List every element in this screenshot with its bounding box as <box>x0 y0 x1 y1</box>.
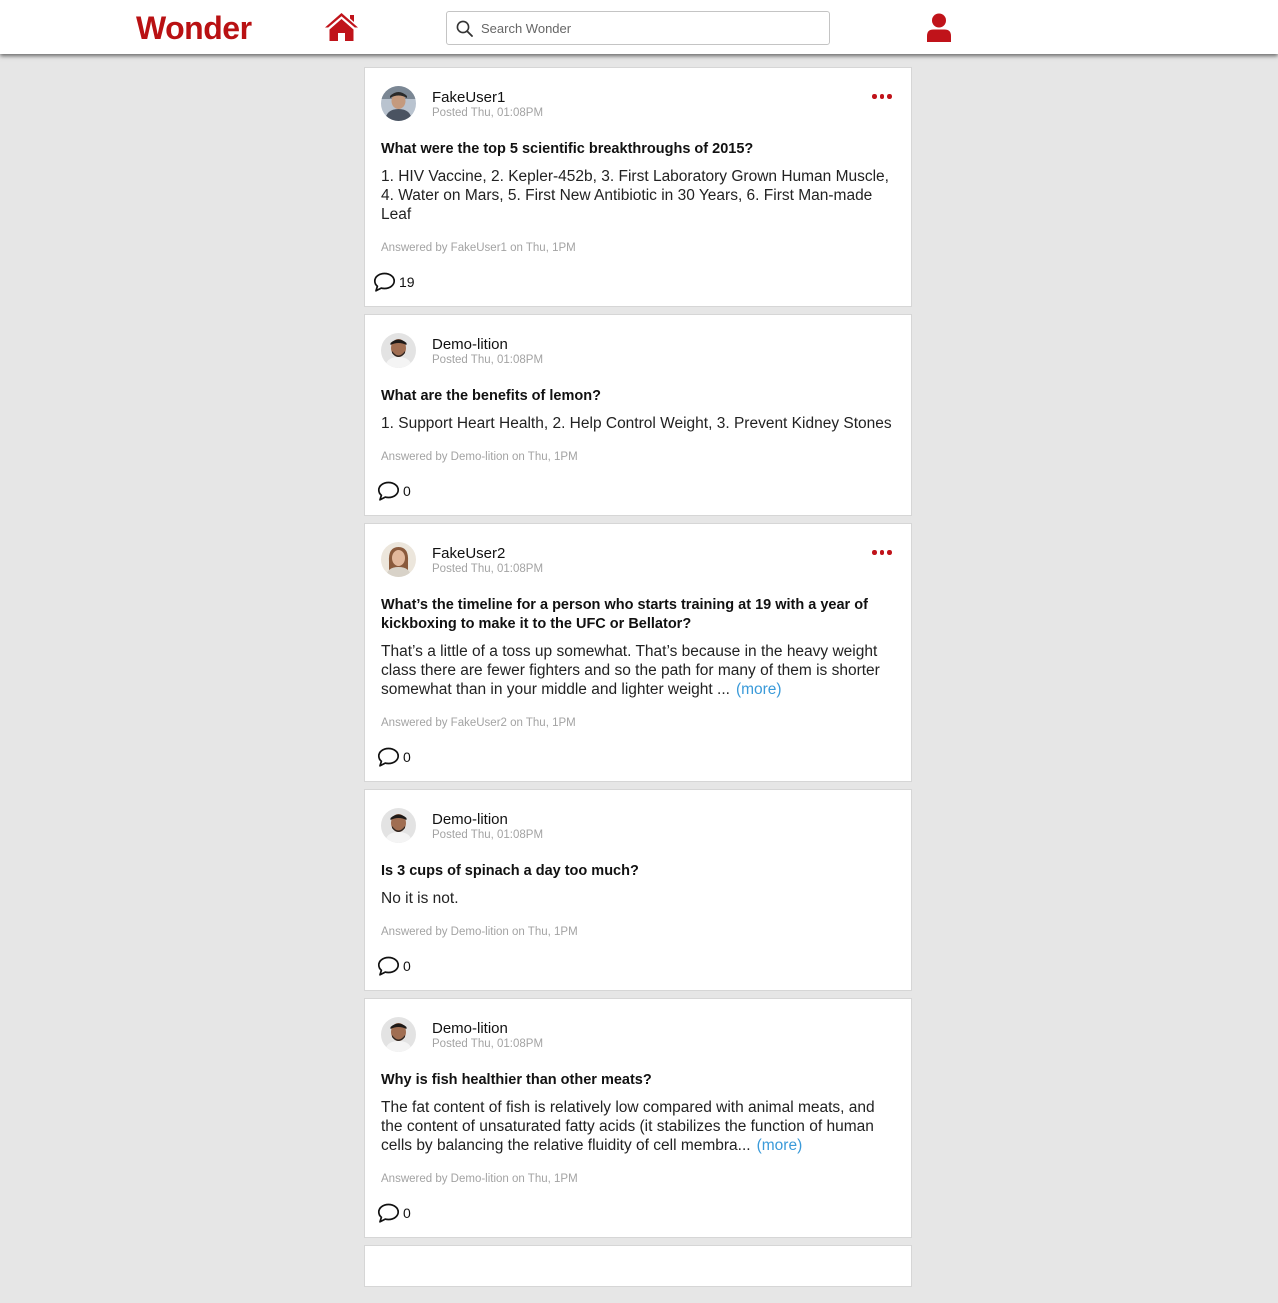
question-title[interactable]: What are the benefits of lemon? <box>381 388 601 404</box>
comment-count: 19 <box>399 274 415 290</box>
post-card <box>364 998 912 1238</box>
question-feed <box>364 67 912 1294</box>
answer-text <box>381 167 895 224</box>
post-timestamp: Posted Thu, 01:08PM <box>432 563 544 575</box>
author-name[interactable]: FakeUser2 <box>432 545 506 562</box>
top-nav-bar <box>0 0 1278 54</box>
post-card <box>364 523 912 782</box>
post-card <box>364 314 912 516</box>
answer-text <box>381 414 895 433</box>
post-timestamp: Posted Thu, 01:08PM <box>432 829 544 841</box>
author-name[interactable]: Demo-lition <box>432 811 508 828</box>
answer-body: 1. HIV Vaccine, 2. Kepler-452b, 3. First Laboratory Grown Human Muscle, 4. Water on Mars, 5. First New Antibiotic in 30 Years, 6. First Man-made Leaf <box>381 168 889 223</box>
answered-by: Answered by Demo-lition on Thu, 1PM <box>381 1173 578 1185</box>
search-icon <box>456 20 473 37</box>
comments-row <box>365 256 911 306</box>
question-title[interactable]: What’s the timeline for a person who starts training at 19 with a year of kickboxing to make it to the UFC or Bellator? <box>381 597 868 632</box>
post-timestamp: Posted Thu, 01:08PM <box>432 107 544 119</box>
author-name[interactable]: Demo-lition <box>432 1020 508 1037</box>
answer-text <box>381 889 895 908</box>
comment-bubble-icon[interactable] <box>377 481 400 501</box>
comment-count: 0 <box>403 483 411 499</box>
answer-body: That’s a little of a toss up somewhat. That’s because in the heavy weight class there are fewer fighters and so the path for many of them is shorter somewhat than in your middle and lighter weight ... <box>381 643 880 698</box>
search-bar <box>446 11 830 45</box>
comment-count: 0 <box>403 958 411 974</box>
answer-text <box>381 642 895 699</box>
avatar[interactable] <box>381 1017 416 1052</box>
answered-by: Answered by FakeUser2 on Thu, 1PM <box>381 717 576 729</box>
comment-count: 0 <box>403 749 411 765</box>
comment-bubble-icon[interactable] <box>377 747 400 767</box>
comment-count: 0 <box>403 1205 411 1221</box>
answered-by: Answered by Demo-lition on Thu, 1PM <box>381 926 578 938</box>
comments-row <box>365 465 911 515</box>
more-options-icon[interactable] <box>872 550 892 556</box>
comment-bubble-icon[interactable] <box>373 272 396 292</box>
author-name[interactable]: FakeUser1 <box>432 89 506 106</box>
user-icon[interactable] <box>926 13 952 42</box>
more-options-icon[interactable] <box>872 94 892 100</box>
comments-row <box>365 1187 911 1237</box>
answer-body: The fat content of fish is relatively low compared with animal meats, and the content of unsaturated fatty acids (it stabilizes the function of human cells by balancing the relative fluidity of cell membra... <box>381 1099 875 1154</box>
avatar[interactable] <box>381 86 416 121</box>
search-input[interactable] <box>479 16 823 40</box>
avatar[interactable] <box>381 542 416 577</box>
question-title[interactable]: What were the top 5 scientific breakthroughs of 2015? <box>381 141 754 157</box>
post-timestamp: Posted Thu, 01:08PM <box>432 354 544 366</box>
comment-bubble-icon[interactable] <box>377 1203 400 1223</box>
author-name[interactable]: Demo-lition <box>432 336 508 353</box>
question-title[interactable]: Is 3 cups of spinach a day too much? <box>381 863 639 879</box>
comments-row <box>365 731 911 781</box>
post-timestamp: Posted Thu, 01:08PM <box>432 1038 544 1050</box>
answer-body: No it is not. <box>381 890 459 907</box>
avatar[interactable] <box>381 333 416 368</box>
answer-text <box>381 1098 895 1155</box>
more-link[interactable]: (more) <box>735 681 782 698</box>
avatar[interactable] <box>381 808 416 843</box>
answered-by: Answered by FakeUser1 on Thu, 1PM <box>381 242 576 254</box>
post-card <box>364 67 912 307</box>
post-card <box>364 789 912 991</box>
app-logo[interactable]: Wonder <box>136 10 252 46</box>
more-link[interactable]: (more) <box>756 1137 803 1154</box>
question-title[interactable]: Why is fish healthier than other meats? <box>381 1072 652 1088</box>
post-card <box>364 1245 912 1287</box>
answer-body: 1. Support Heart Health, 2. Help Control Weight, 3. Prevent Kidney Stones <box>381 415 892 432</box>
home-icon[interactable] <box>323 11 360 42</box>
comments-row <box>365 940 911 990</box>
answered-by: Answered by Demo-lition on Thu, 1PM <box>381 451 578 463</box>
comment-bubble-icon[interactable] <box>377 956 400 976</box>
